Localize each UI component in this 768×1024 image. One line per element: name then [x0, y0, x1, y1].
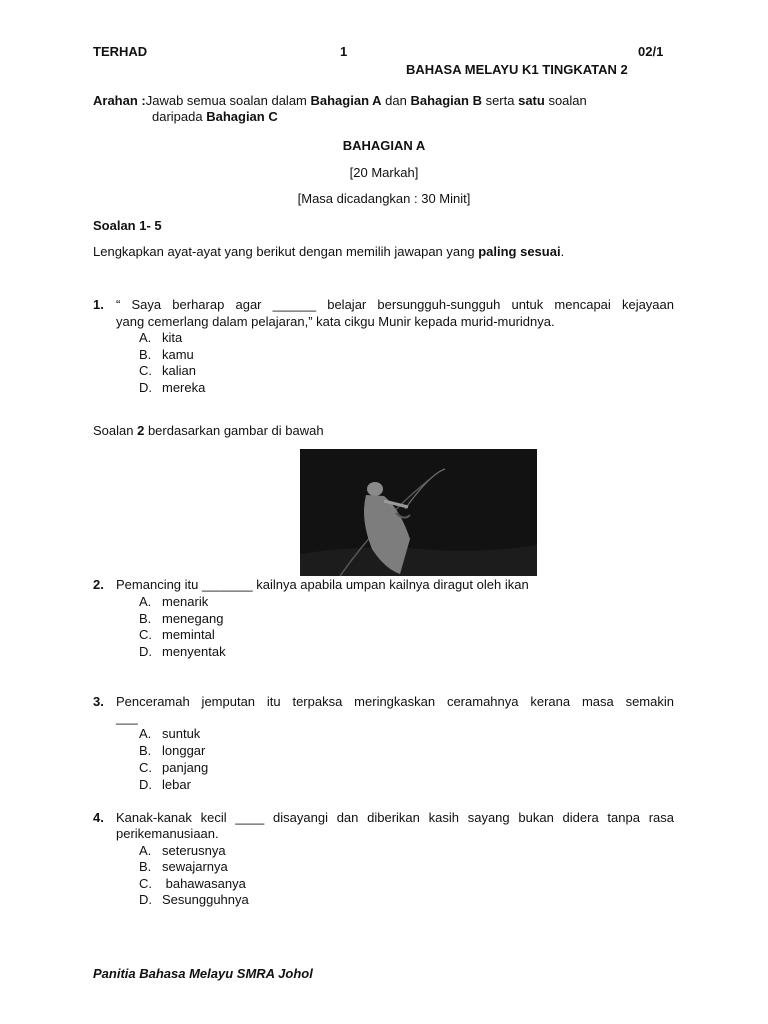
answer-option: A. seterusnya	[139, 843, 226, 858]
question-number: 2.	[93, 577, 104, 592]
question-text: Penceramah jemputan itu terpaksa meringkaskan ceramahnya kerana masa semakin	[116, 694, 674, 709]
footer-panel: Panitia Bahasa Melayu SMRA Johol	[93, 966, 313, 981]
question-text: ___	[116, 710, 138, 725]
section-title: BAHAGIAN A	[342, 138, 426, 153]
subject-title: BAHASA MELAYU K1 TINGKATAN 2	[406, 62, 628, 77]
answer-option: D. menyentak	[139, 644, 226, 659]
section-time: [Masa dicadangkan : 30 Minit]	[297, 191, 471, 206]
answer-option: B. longgar	[139, 743, 206, 758]
answer-option: B. menegang	[139, 611, 224, 626]
question-text: Kanak-kanak kecil ____ disayangi dan diberikan kasih sayang bukan didera tanpa rasa	[116, 810, 674, 825]
question-number: 1.	[93, 297, 104, 312]
question-text: Pemancing itu _______ kailnya apabila umpan kailnya diragut oleh ikan	[116, 577, 529, 592]
angler-photo	[300, 449, 537, 576]
answer-option: A. menarik	[139, 594, 209, 609]
header-restricted: TERHAD	[93, 44, 148, 59]
angler-silhouette-icon	[300, 449, 537, 576]
section-marks: [20 Markah]	[349, 165, 419, 180]
picture-intro: Soalan 2 berdasarkan gambar di bawah	[93, 423, 324, 438]
answer-option: C. memintal	[139, 627, 215, 642]
question-number: 4.	[93, 810, 104, 825]
answer-option: B. sewajarnya	[139, 859, 228, 874]
answer-option: C. panjang	[139, 760, 209, 775]
question-number: 3.	[93, 694, 104, 709]
answer-option: D. Sesungguhnya	[139, 892, 249, 907]
page-number: 1	[340, 44, 348, 59]
answer-option: B. kamu	[139, 347, 194, 362]
question-text: yang cemerlang dalam pelajaran,” kata cikgu Munir kepada murid-muridnya.	[116, 314, 555, 329]
instruction-line1: Arahan :Jawab semua soalan dalam Bahagian A dan Bahagian B serta satu soalan	[93, 93, 587, 108]
answer-option: D. mereka	[139, 380, 206, 395]
question-text: perikemanusiaan.	[116, 826, 219, 841]
instruction-label: Arahan :	[93, 93, 146, 108]
question-text: “ Saya berharap agar ______ belajar bersungguh-sungguh untuk mencapai kejayaan	[116, 297, 674, 312]
answer-option: D. lebar	[139, 777, 191, 792]
soalan-range: Soalan 1- 5	[93, 218, 162, 233]
lead-instruction: Lengkapkan ayat-ayat yang berikut dengan memilih jawapan yang paling sesuai.	[93, 244, 565, 259]
answer-option: C. bahawasanya	[139, 876, 246, 891]
instruction-line2: daripada Bahagian C	[152, 109, 278, 124]
paper-code: 02/1	[638, 44, 664, 59]
answer-option: A. kita	[139, 330, 183, 345]
answer-option: C. kalian	[139, 363, 196, 378]
answer-option: A. suntuk	[139, 726, 201, 741]
